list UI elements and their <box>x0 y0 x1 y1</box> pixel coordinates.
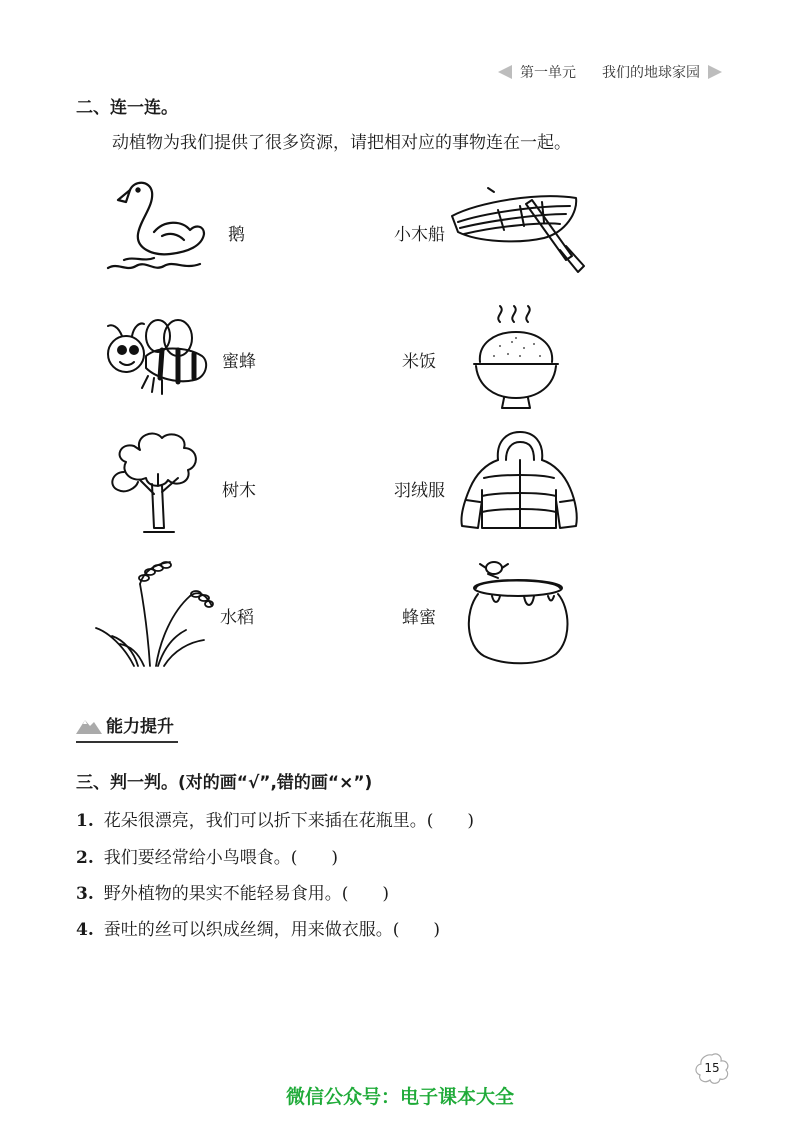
honey-pot-icon <box>464 556 574 666</box>
label-goose: 鹅 <box>228 225 245 245</box>
question-number: 3. <box>76 884 94 904</box>
triangle-left-icon <box>498 65 512 79</box>
label-rice-bowl: 米饭 <box>402 352 436 372</box>
question-number: 2. <box>76 848 94 868</box>
unit-label: 第一单元 <box>520 65 576 81</box>
label-honey-pot: 蜂蜜 <box>402 608 436 628</box>
page-header <box>498 62 722 82</box>
rice-bowl-icon <box>470 304 562 414</box>
question-text: 蚕吐的丝可以织成丝绸，用来做衣服。( ) <box>103 920 441 940</box>
question-4 <box>76 915 440 940</box>
section3-title: 三、判一判。(对的画“√”,错的画“×”) <box>76 773 373 793</box>
tree-icon <box>104 428 208 540</box>
question-number: 4. <box>76 920 94 940</box>
question-2 <box>76 843 338 868</box>
ability-badge <box>76 712 174 737</box>
label-tree: 树木 <box>222 481 256 501</box>
label-down-jacket: 羽绒服 <box>394 481 445 501</box>
question-3 <box>76 879 389 904</box>
bee-icon <box>102 316 214 398</box>
ability-underline <box>76 741 178 743</box>
unit-title: 我们的地球家园 <box>602 65 700 81</box>
label-bee: 蜜蜂 <box>222 352 256 372</box>
footer-watermark: 微信公众号：电子课本大全 <box>285 1086 514 1108</box>
goose-icon <box>104 176 212 276</box>
label-rice-plant: 水稻 <box>220 608 254 628</box>
down-jacket-icon <box>456 430 580 530</box>
rowboat-icon <box>448 182 586 276</box>
rice-plant-icon <box>94 556 216 670</box>
label-rowboat: 小木船 <box>394 225 445 245</box>
page-number <box>692 1052 732 1084</box>
section2-instruction: 动植物为我们提供了很多资源，请把相对应的事物连在一起。 <box>112 133 571 153</box>
question-text: 我们要经常给小鸟喂食。( ) <box>103 848 339 868</box>
section2-title: 二、连一连。 <box>76 98 178 118</box>
page-number-text: 15 <box>704 1061 720 1075</box>
ability-label: 能力提升 <box>106 717 174 737</box>
question-number: 1. <box>76 811 94 831</box>
mountain-icon <box>76 716 102 734</box>
question-1 <box>76 806 474 831</box>
question-text: 花朵很漂亮，我们可以折下来插在花瓶里。( ) <box>103 811 475 831</box>
triangle-right-icon <box>708 65 722 79</box>
question-text: 野外植物的果实不能轻易食用。( ) <box>103 884 390 904</box>
